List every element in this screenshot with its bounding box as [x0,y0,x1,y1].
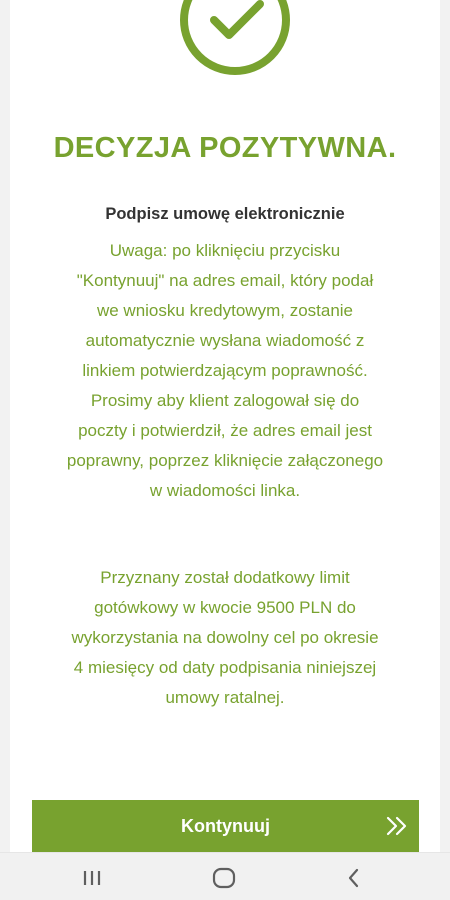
decision-card [10,0,440,852]
cash-limit-text [28,563,422,713]
home-icon [200,861,248,893]
notice-line: linkiem potwierdzającym poprawność. [82,361,368,380]
notice-line: automatycznie wysłana wiadomość z [85,331,365,350]
continue-button-label: Kontynuuj [181,816,270,836]
limit-line: gotówkowy w kwocie 9500 PLN do [94,598,356,617]
limit-line: 4 miesięcy od daty podpisania niniejszej [73,658,377,677]
back-button[interactable] [330,861,378,893]
android-nav-bar [0,852,450,900]
notice-line: Uwaga: po kliknięciu przycisku [109,241,341,260]
email-notice-text [28,236,422,506]
recent-apps-icon [68,861,116,893]
recent-apps-button[interactable] [68,861,116,893]
limit-line: wykorzystania na dowolny cel po okresie [71,628,379,647]
page-title: DECYZJA POZYTYWNA. [53,132,397,164]
limit-line: Przyznany został dodatkowy limit [100,568,350,587]
notice-line: poprawny, poprzez kliknięcie załączonego [66,451,384,470]
sign-contract-subtitle: Podpisz umowę elektronicznie [105,205,345,223]
notice-line: "Kontynuuj" na adres email, który podał [76,271,374,290]
back-icon [330,861,378,893]
notice-line: we wniosku kredytowym, zostanie [96,301,354,320]
check-circle-icon [177,0,293,78]
notice-line: poczty i potwierdził, że adres email jest [78,421,372,440]
home-button[interactable] [200,861,248,893]
notice-line: Prosimy aby klient zalogował się do [90,391,360,410]
continue-button[interactable] [32,800,419,852]
notice-line: w wiadomości linka. [149,481,301,500]
limit-line: umowy ratalnej. [165,688,285,707]
double-chevron-right-icon [385,813,409,839]
